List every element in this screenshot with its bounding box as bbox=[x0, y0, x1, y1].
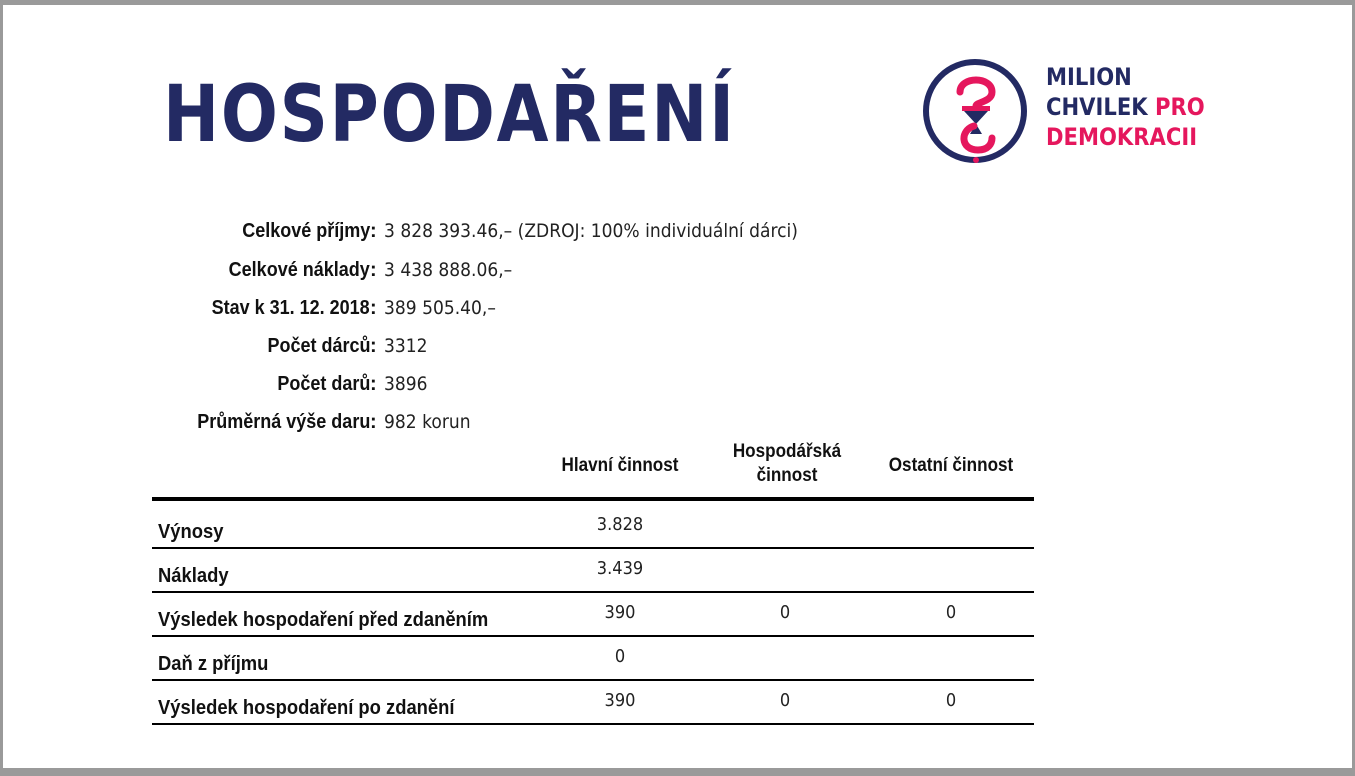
table-row bbox=[152, 681, 1034, 725]
row-label: Výnosy bbox=[158, 521, 224, 543]
summary-label: Celkové náklady bbox=[228, 259, 370, 281]
row-label: Výsledek hospodaření před zdaněním bbox=[158, 609, 489, 631]
column-header-hlavni: Hlavní činnost bbox=[561, 455, 679, 476]
header-rule bbox=[152, 497, 1034, 501]
summary-value: 389 505.40,– bbox=[384, 297, 496, 319]
summary-row bbox=[0, 369, 900, 399]
row-label: Náklady bbox=[158, 565, 229, 587]
summary-value: 3 438 888.06,– bbox=[384, 259, 513, 281]
summary-colon: : bbox=[370, 259, 377, 281]
table-row bbox=[152, 549, 1034, 593]
summary-label: Průměrná výše daru bbox=[196, 411, 370, 433]
table-row bbox=[152, 637, 1034, 681]
logo-line-2 bbox=[1046, 92, 1205, 122]
logo-word-pro: PRO bbox=[1154, 93, 1205, 121]
hourglass-logo-icon bbox=[920, 56, 1032, 168]
page-title: HOSPODAŘENÍ bbox=[163, 70, 736, 160]
row-label: Výsledek hospodaření po zdanění bbox=[158, 697, 455, 719]
cell-hospodarska: 0 bbox=[779, 602, 791, 623]
summary-colon: : bbox=[370, 373, 377, 395]
summary-value: 3896 bbox=[384, 373, 428, 395]
cell-hospodarska: 0 bbox=[779, 690, 791, 711]
table-row bbox=[152, 593, 1034, 637]
summary-label: Stav k 31. 12. 2018 bbox=[211, 297, 370, 319]
logo-line-1: MILION bbox=[1046, 63, 1132, 91]
summary-colon: : bbox=[370, 297, 377, 319]
summary-value: 3312 bbox=[384, 335, 428, 357]
summary-row bbox=[0, 407, 900, 437]
logo-word-chvilek: CHVILEK bbox=[1046, 93, 1148, 121]
summary-label: Počet dárců bbox=[266, 335, 370, 357]
summary-row bbox=[0, 331, 900, 361]
summary-row bbox=[0, 255, 900, 285]
cell-hlavni: 3.439 bbox=[596, 558, 644, 579]
row-label: Daň z příjmu bbox=[158, 653, 269, 675]
summary-label: Celkové příjmy bbox=[241, 220, 370, 242]
summary-value: 3 828 393.46,– (ZDROJ: 100% individuální dárci) bbox=[384, 220, 798, 242]
cell-hlavni: 3.828 bbox=[596, 514, 644, 535]
table-header bbox=[152, 440, 1034, 500]
cell-hlavni: 0 bbox=[614, 646, 626, 667]
cell-ostatni: 0 bbox=[945, 690, 957, 711]
column-header-ostatni: Ostatní činnost bbox=[888, 455, 1014, 476]
logo-line-3: DEMOKRACII bbox=[1046, 123, 1198, 151]
column-header-hospodarska: Hospodářská činnost bbox=[732, 441, 842, 486]
logo-text bbox=[1046, 62, 1205, 152]
summary-colon: : bbox=[370, 335, 377, 357]
summary-value: 982 korun bbox=[384, 411, 471, 433]
cell-ostatni: 0 bbox=[945, 602, 957, 623]
summary-label: Počet darů bbox=[276, 373, 370, 395]
table-row bbox=[152, 505, 1034, 549]
cell-hlavni: 390 bbox=[604, 602, 636, 623]
cell-hlavni: 390 bbox=[604, 690, 636, 711]
summary-row bbox=[0, 216, 900, 246]
milion-chvilek-logo bbox=[920, 56, 1220, 166]
summary-row bbox=[0, 293, 900, 323]
summary-colon: : bbox=[370, 411, 377, 433]
summary-colon: : bbox=[370, 220, 377, 242]
